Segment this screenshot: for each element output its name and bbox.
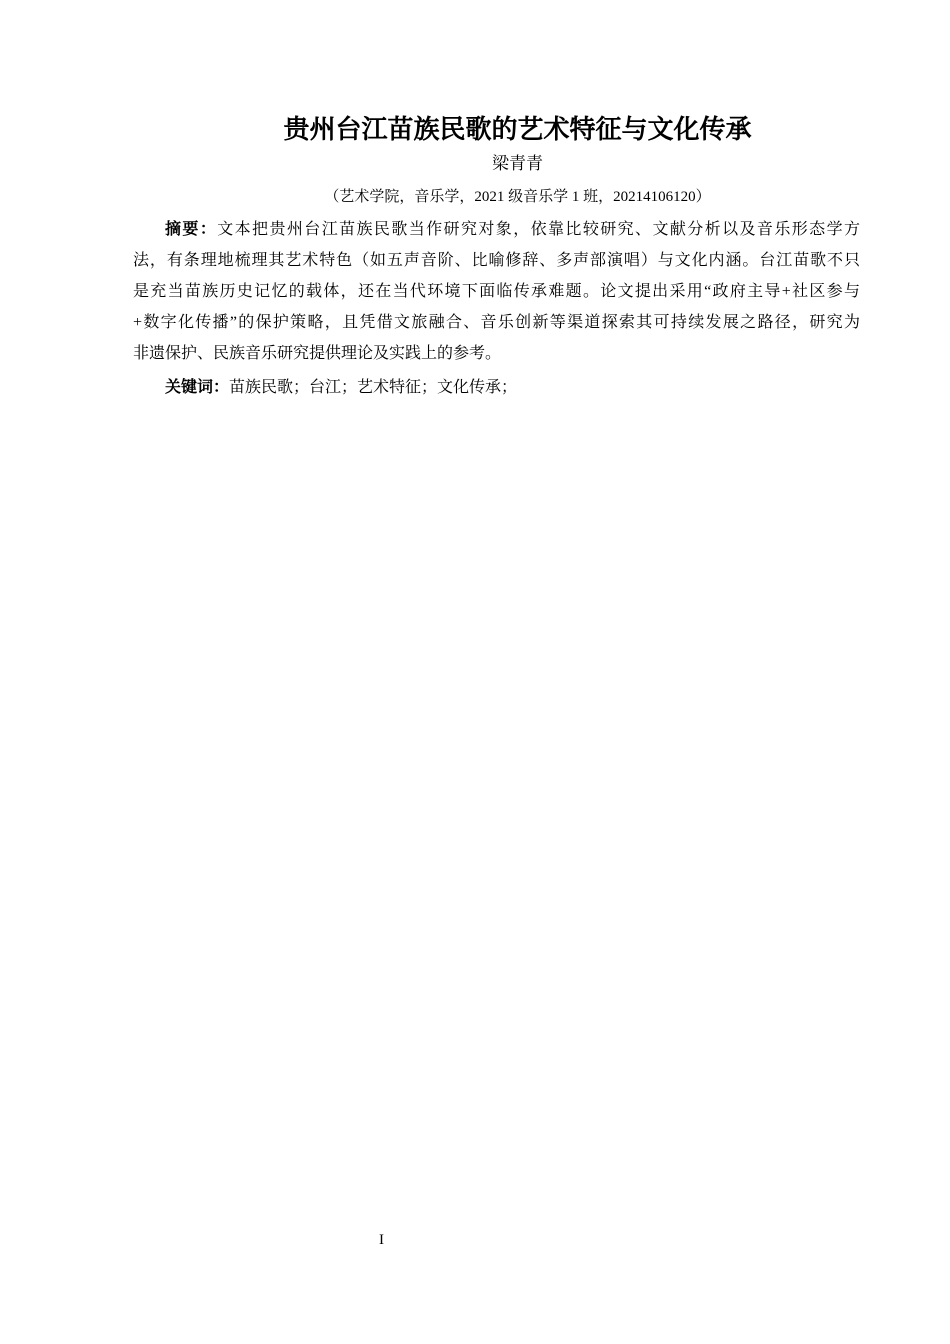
- keywords-row: [133, 372, 860, 403]
- abstract-label: 摘要：: [165, 221, 218, 238]
- author-name: 梁青青: [492, 154, 543, 173]
- abstract-text: 文本把贵州台江苗族民歌当作研究对象，依靠比较研究、文献分析以及音乐形态学方: [217, 221, 860, 238]
- keywords-label: 关键词：: [165, 379, 230, 396]
- abstract-line: +数字化传播”的保护策略，且凭借文旅融合、音乐创新等渠道探索其可持续发展之路径，研究为: [133, 314, 860, 331]
- abstract-section: [133, 214, 860, 403]
- abstract-line: 是充当苗族历史记忆的载体，还在当代环境下面临传承难题。论文提出采用“政府主导+社区参与: [133, 283, 860, 300]
- abstract-line: 非遗保护、民族音乐研究提供理论及实践上的参考。: [133, 345, 502, 362]
- page-number: I: [379, 1232, 384, 1248]
- abstract-line: [133, 214, 860, 245]
- abstract-line: 法，有条理地梳理其艺术特色（如五声音阶、比喻修辞、多声部演唱）与文化内涵。台江苗歌不只: [133, 252, 860, 269]
- paper-title: 贵州台江苗族民歌的艺术特征与文化传承: [283, 114, 752, 144]
- author-affiliation: （艺术学院，音乐学，2021 级音乐学 1 班，20214106120）: [324, 189, 711, 205]
- keywords-text: 苗族民歌；台江；艺术特征；文化传承；: [229, 379, 518, 396]
